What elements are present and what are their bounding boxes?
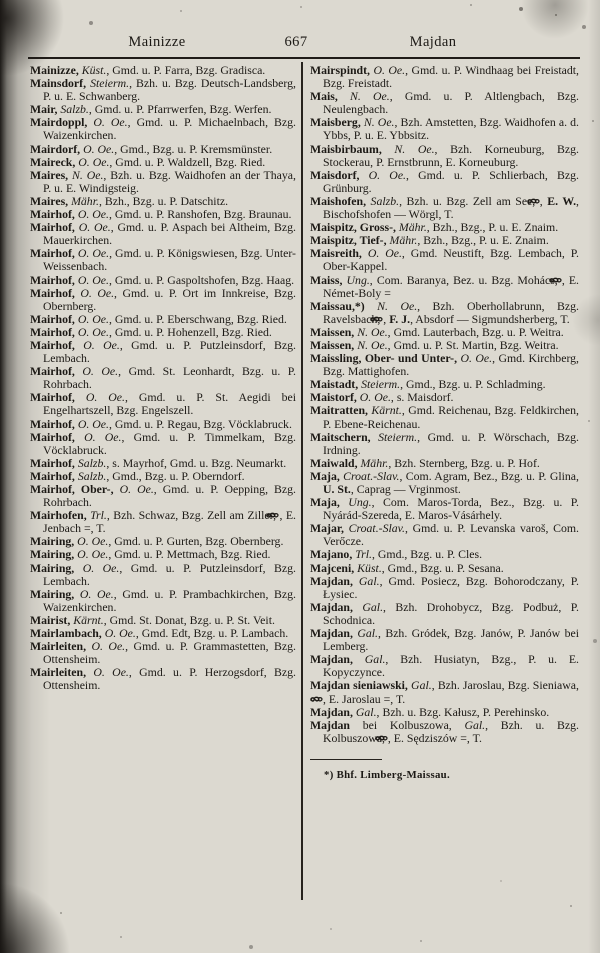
entry-text: , Gmd. u. P. Herzogsdorf, Bzg. Ottensheim. <box>43 665 296 693</box>
entry-crownland: O. Oe. <box>457 351 493 366</box>
entry-name: Majdan, <box>310 652 353 667</box>
entry-name: Maissen, <box>310 337 355 352</box>
gazetteer-entry <box>310 627 579 653</box>
entry-text: , Gmd. u. P. Ranshofen, Bzg. Braunau. <box>108 207 292 222</box>
entry-text: , s. Maisdorf. <box>390 390 454 405</box>
header-rule <box>28 57 580 59</box>
entry-text: , Bzh., Bzg. u. P. Datschitz. <box>98 193 229 208</box>
entry-crownland: Croat.-Slav. <box>343 521 405 536</box>
gazetteer-entry <box>30 169 296 195</box>
entry-text: bei Kolbuszowa, <box>349 717 452 732</box>
entry-name: Majar, <box>310 521 344 536</box>
entry-text: , Bzh., Bzg., P. u. E. Znaim. <box>417 233 549 248</box>
entry-crownland: O. Oe. <box>87 115 128 130</box>
entry-name: Maisreith, <box>310 246 362 261</box>
entry-crownland: O. Oe. <box>74 207 109 222</box>
entry-text: , Caprag — Vrginmost. <box>350 482 461 496</box>
entry-name: Mairhof, <box>30 246 75 261</box>
gazetteer-entry <box>310 575 579 601</box>
entry-text: , Gmd. u. P. Windhaag bei Freistadt, Bzg. Freistadt. <box>323 63 579 91</box>
entry-name: Maistorf, <box>310 390 357 405</box>
entry-crownland: Salzb. <box>74 455 107 470</box>
entry-text: , Bzh. Husiatyn, Bzg., P. u. E. Kopyczynce. <box>323 652 579 680</box>
entry-crownland: Gal. <box>352 704 377 719</box>
entry-text: , Gmd. u. P. Schlierbach, Bzg. Grünburg. <box>323 167 580 195</box>
entry-text: , Bzh. Sternberg, Bzg. u. P. Hof. <box>388 455 540 470</box>
entry-name: Maiss, <box>310 272 343 287</box>
entry-text: , Gmd. u. P. Putzleinsdorf, Bzg. Lembach. <box>43 337 296 366</box>
entry-text: , Com. Maros-Torda, Bez., Bzg. u. P. Nyárád-Szereda, E. Maros-Vásárhely. <box>323 495 579 523</box>
entry-name: Mairing, <box>30 560 75 575</box>
entry-name: Maistadt, <box>310 377 359 392</box>
entry-crownland: N. Oe. <box>381 141 435 156</box>
entry-text: , Com. Baranya, Bez. u. Bzg. Mohács, <box>369 272 562 287</box>
entry-crownland: O. Oe. <box>74 337 120 352</box>
entry-crownland: O. Oe. <box>359 167 407 182</box>
entry-crownland: O. Oe. <box>74 364 119 379</box>
entry-name: Mairhof, <box>30 337 75 352</box>
entry-text: , <box>383 311 390 326</box>
entry-name: Maires, <box>30 167 69 182</box>
entry-text: , Gmd. St. Leonhardt, Bzg. u. P. Rohrbach. <box>43 364 296 392</box>
entry-name: Mairhof, Ober-, <box>30 482 114 496</box>
entry-name: Mairhof, <box>30 455 75 470</box>
entry-crownland: O. Oe. <box>101 626 136 641</box>
gazetteer-entry <box>310 143 579 169</box>
gazetteer-entry <box>30 562 296 588</box>
entry-name: Majceni, <box>310 560 355 575</box>
entry-crownland: O. Oe. <box>361 246 402 261</box>
entry-name: Majdan, <box>310 704 353 719</box>
entry-text: , Gmd. u. P. St. Aegidi bei Engelhartszell, Bzg. Engelszell. <box>43 390 296 418</box>
entry-name: Maispitz, Tief-, <box>310 233 387 248</box>
gazetteer-entry <box>310 90 579 116</box>
entry-text: , Gmd. u. P. St. Martin, Bzg. Weitra. <box>387 337 559 352</box>
gazetteer-entry <box>30 287 296 313</box>
entry-name: Mairhof, <box>30 429 75 444</box>
gazetteer-entry <box>30 391 296 417</box>
entry-crownland: N. Oe. <box>364 298 418 313</box>
entry-crownland: O. Oe. <box>74 246 110 261</box>
entry-crownland: O. Oe. <box>74 311 109 326</box>
gazetteer-entry <box>30 116 296 142</box>
entry-name: Mairhof, <box>30 364 75 379</box>
entry-name: Mairspindt, <box>310 63 370 77</box>
entry-text: , Bzh. Jaroslau, Bzg. Sieniawa, <box>431 678 579 693</box>
entry-text: , Gmd. St. Donat, Bzg. u. P. St. Veit. <box>103 612 275 627</box>
gazetteer-entry <box>310 169 579 195</box>
entry-text: , Gmd. Neustift, Bzg. Lembach, P. Ober-Kappel. <box>323 246 579 274</box>
entry-text: , Absdorf — Sigmundsherberg, T. <box>410 311 570 326</box>
entry-text: , Bischofshofen — Wörgl, T. <box>323 193 579 222</box>
entry-crownland: N. Oe. <box>68 167 104 182</box>
entry-crownland: Ung. <box>339 495 372 510</box>
footnote-text: *) Bhf. Limberg-Maissau. <box>324 769 450 782</box>
gazetteer-entry <box>310 116 579 142</box>
entry-name: Mairing, <box>30 586 75 601</box>
gazetteer-entry <box>310 601 579 627</box>
gazetteer-entry <box>310 64 579 90</box>
entry-text: , Bzh. u. Bzg. Waidhofen an der Thaya, P. u. E. Windigsteig. <box>43 167 296 195</box>
entry-text: , Gmd. Reichenau, Bzg. Feldkirchen, P. Ebene-Reichenau. <box>323 403 579 431</box>
entry-text: , Gmd. u. P. Hohenzell, Bzg. Ried. <box>108 324 272 339</box>
entry-crownland: O. Oe. <box>74 390 125 405</box>
entry-name: Maireck, <box>30 154 76 169</box>
entry-text: , Gmd. u. P. Wörschach, Bzg. Irdning. <box>323 429 579 457</box>
entry-crownland: Gal. <box>352 599 384 614</box>
entry-crownland: N. Oe. <box>360 115 395 130</box>
gazetteer-entry <box>30 483 296 509</box>
entry-text: , Gmd. u. P. Michaelnbach, Bzg. Waizenkirchen. <box>43 115 296 143</box>
entry-text: , Bzh. Korneuburg, Bzg. Stockerau, P. Ernstbrunn, E. Korneuburg. <box>323 141 579 169</box>
entry-name: Maja, <box>310 468 340 483</box>
gazetteer-entry <box>310 679 579 705</box>
entry-name: Majdan sieniawski, <box>310 678 408 693</box>
entry-crownland: Gal. <box>451 717 486 732</box>
entry-crownland: Steierm. <box>358 377 401 392</box>
entry-crownland: Steierm. <box>86 76 130 91</box>
gazetteer-entry <box>30 588 296 614</box>
entry-name: Maissen, <box>310 324 355 339</box>
entry-text: , Gmd. u. P. Mettmach, Bzg. Ried. <box>108 547 271 562</box>
page-number: 667 <box>284 34 308 50</box>
entry-crownland: O. Oe. <box>74 547 109 562</box>
entry-name: Mairhof, <box>30 416 75 431</box>
entry-text: , E. Jenbach =, T. <box>43 508 296 536</box>
entry-text: , E. Német-Boly = <box>323 272 579 300</box>
entry-name: Maissau,*) <box>310 298 365 313</box>
gazetteer-entry <box>30 431 296 457</box>
entry-text: , Com. Agram, Bez., Bzg. u. P. Glina, <box>399 468 579 483</box>
entry-crownland: N. Oe. <box>337 89 390 104</box>
entry-text: , Gmd. u. P. Levanska varoš, Com. Verőcze. <box>323 521 579 549</box>
gazetteer-entry <box>310 300 579 326</box>
entry-crownland: O. Oe. <box>74 586 114 601</box>
entry-crownland: Salzb. <box>74 468 107 483</box>
entry-name: Maitratten, <box>310 403 368 418</box>
entry-text: U. St. <box>323 482 351 496</box>
entry-text: , Gmd. u. P. Prambachkirchen, Bzg. Waizenkirchen. <box>43 586 297 614</box>
entry-text: , E. Jaroslau =, T. <box>323 691 406 706</box>
entry-text: E. W. <box>547 193 577 208</box>
entry-text: , Bzh. Oberhollabrunn, Bzg. Ravelsbach, <box>323 298 579 326</box>
entry-text: , Bzh. u. Bzg. Kałusz, P. Perehinsko. <box>376 704 550 719</box>
entry-crownland: O. Oe. <box>74 429 122 444</box>
entry-crownland: O. Oe. <box>86 665 129 680</box>
entry-name: Mairhof, <box>30 324 75 339</box>
entry-name: Mairleiten, <box>30 665 87 680</box>
footnote-block <box>310 759 579 782</box>
entry-name: Majdan, <box>310 599 353 614</box>
entry-text: , Gmd. u. P. Gurten, Bzg. Obernberg. <box>108 534 284 549</box>
entry-crownland: O. Oe. <box>113 482 154 496</box>
entry-name: Mairhof, <box>30 468 75 483</box>
gazetteer-entry <box>310 274 579 300</box>
entry-name: Mair, <box>30 102 58 117</box>
entry-crownland: O. Oe. <box>74 324 109 339</box>
gazetteer-entry <box>30 365 296 391</box>
entry-text: , Gmd., Bzg. u. P. Kremsmünster. <box>114 141 273 156</box>
entry-text: , Gmd. u. P. Timmelkam, Bzg. Vöcklabruck. <box>43 429 296 457</box>
entry-crownland: Kärnt. <box>367 403 402 418</box>
entry-text: , Bzh., Bzg., P. u. E. Znaim. <box>426 220 559 235</box>
header-right-keyword: Majdan <box>409 34 457 50</box>
entry-name: Maissling, Ober- und Unter-, <box>310 351 458 366</box>
entry-text: , s. Mayrhof, Gmd. u. Bzg. Neumarkt. <box>106 455 287 470</box>
entry-name: Mairhof, <box>30 220 75 235</box>
entry-text: , Gmd. Lauterbach, Bzg. u. P. Weitra. <box>387 324 564 339</box>
entry-name: Maisberg, <box>310 115 361 130</box>
gazetteer-entry <box>30 77 296 103</box>
entry-text: , Gmd. u. P. Regau, Bzg. Vöcklabruck. <box>108 416 292 431</box>
entry-name: Maisbirbaum, <box>310 141 382 156</box>
entry-text: , Gmd., Bzg. u. P. Cles. <box>371 547 483 562</box>
entry-text: , Gmd. u. P. Grammastetten, Bzg. Ottensheim. <box>43 639 296 667</box>
page-header <box>0 34 600 52</box>
entry-name: Maja, <box>310 495 340 510</box>
entry-name: Mairhof, <box>30 272 75 287</box>
entry-text: , Gmd., Bzg. u. P. Schladming. <box>400 377 546 392</box>
entry-text: , Gmd. u. P. Altlengbach, Bzg. Neulengbach. <box>323 89 579 117</box>
entry-crownland: Mähr. <box>68 193 99 208</box>
gazetteer-entry <box>310 522 579 548</box>
entry-crownland: Mähr. <box>357 455 389 470</box>
entry-crownland: O. Oe. <box>74 272 109 287</box>
gazetteer-entry <box>310 352 579 378</box>
entry-text: , Gmd. Edt, Bzg. u. P. Lambach. <box>135 626 289 641</box>
entry-crownland: N. Oe. <box>354 324 388 339</box>
entry-text: , Bzh. Drohobycz, Bzg. Podbuż, P. Schodnica. <box>323 599 579 627</box>
entry-text: , <box>539 193 548 208</box>
entry-name: Mairing, <box>30 547 75 562</box>
entry-crownland: Trl. <box>86 508 107 523</box>
gazetteer-entry <box>30 640 296 666</box>
entry-name: Mairing, <box>30 534 75 549</box>
entry-text: , Gmd. u. P. Königswiesen, Bzg. Unter-Weissenbach. <box>43 246 296 274</box>
column-divider <box>301 62 303 900</box>
entry-text: , Gmd. u. P. Gaspoltshofen, Bzg. Haag. <box>108 272 295 287</box>
left-column <box>30 64 296 693</box>
entry-crownland: Salzb. <box>366 193 400 208</box>
entry-crownland: O. Oe. <box>369 63 406 77</box>
entry-text: , Bzh. u. Bzg. Deutsch-Landsberg, P. u. E. Schwanberg. <box>43 76 296 104</box>
entry-crownland: Mähr. <box>395 220 427 235</box>
gazetteer-entry <box>30 509 296 535</box>
entry-crownland: O. Oe. <box>86 639 126 654</box>
entry-name: Majdan, <box>310 626 353 641</box>
entry-text: , Gmd. Kirchberg, Bzg. Mattighofen. <box>323 351 580 379</box>
entry-name: Mairist, <box>30 612 71 627</box>
entry-name: Mairhof, <box>30 207 75 222</box>
entry-crownland: Gal. <box>352 573 380 588</box>
entry-crownland: O. Oe. <box>80 141 115 156</box>
entry-crownland: Mähr. <box>386 233 418 248</box>
scan-speckles <box>0 0 2 2</box>
entry-crownland: O. Oe. <box>74 534 109 549</box>
entry-crownland: Salzb. <box>57 102 89 117</box>
entry-text: , Gmd. u. P. Farra, Bzg. Gradisca. <box>106 63 266 77</box>
entry-text: , Gmd. u. P. Putzleinsdorf, Bzg. Lembach. <box>43 560 296 588</box>
gazetteer-entry <box>30 247 296 273</box>
header-left-keyword: Mainizze <box>128 34 186 50</box>
entry-name: Mairhof, <box>30 285 75 300</box>
entry-crownland: Trl. <box>352 547 372 562</box>
entry-name: Mais, <box>310 89 338 104</box>
entry-text: , Gmd. u. P. Oepping, Bzg. Rohrbach. <box>43 482 296 510</box>
gazetteer-entry <box>310 247 579 273</box>
entry-text: , Gmd. u. P. Aspach bei Altheim, Bzg. Mauerkirchen. <box>43 220 296 248</box>
gazetteer-entry <box>30 339 296 365</box>
entry-name: Mainsdorf, <box>30 76 87 91</box>
entry-text: , Gmd. u. P. Pfarrwerfen, Bzg. Werfen. <box>88 102 272 117</box>
entry-name: Maitschern, <box>310 429 371 444</box>
gazetteer-entry <box>30 221 296 247</box>
entry-text: , Gmd. u. P. Eberschwang, Bzg. Ried. <box>108 311 287 326</box>
entry-name: Mairhof, <box>30 311 75 326</box>
right-column <box>310 64 579 782</box>
entry-crownland: O. Oe. <box>74 416 109 431</box>
entry-name: Majano, <box>310 547 353 562</box>
entry-name: Mairdoppl, <box>30 115 88 130</box>
entry-name: Mairdorf, <box>30 141 81 156</box>
entry-name: Maiwald, <box>310 455 358 470</box>
entry-text: , E. Sędziszów =, T. <box>387 730 482 745</box>
entry-text: , Gmd., Bzg. u. P. Sesana. <box>381 560 504 575</box>
entry-name: Maires, <box>30 193 69 208</box>
entry-crownland: Küst. <box>354 560 382 575</box>
entry-crownland: N. Oe. <box>354 337 388 352</box>
entry-crownland: O. Oe. <box>74 560 120 575</box>
entry-name: Mairhof, <box>30 390 75 405</box>
entry-name: Mairlambach, <box>30 626 102 641</box>
entry-name: Mairhofen, <box>30 508 87 523</box>
entry-crownland: O. Oe. <box>356 390 391 405</box>
entry-text: , Bzh. u. Bzg. Kolbuszowa, <box>323 717 579 745</box>
gazetteer-entry <box>310 496 579 522</box>
entry-text: F. J. <box>389 311 411 326</box>
entry-text: , Bzh. Schwaz, Bzg. Zell am Ziller, <box>106 508 280 523</box>
entry-text: , Gmd. u. P. Ort im Innkreise, Bzg. Obernberg. <box>43 285 296 313</box>
entry-text: , Bzh. Amstetten, Bzg. Waidhofen a. d. Ybbs, P. u. E. Ybbsitz. <box>323 115 580 143</box>
gazetteer-entry <box>310 195 579 221</box>
entry-name: Mairleiten, <box>30 639 87 654</box>
entry-name: Maishofen, <box>310 193 367 208</box>
gazetteer-entry <box>30 666 296 692</box>
entry-text: , Gmd. Posiecz, Bzg. Bohorodczany, P. Łysiec. <box>323 573 579 601</box>
entry-crownland: Gal. <box>352 652 386 667</box>
entry-text: , Gmd. u. P. Waldzell, Bzg. Ried. <box>109 154 266 169</box>
gazetteer-entry <box>310 431 579 457</box>
gazetteer-entry <box>310 470 579 496</box>
entry-crownland: Croat.-Slav. <box>339 468 400 483</box>
entry-text: , Bzh. Gródek, Bzg. Janów, P. Janów bei Lemberg. <box>323 626 579 654</box>
entry-name: Maisdorf, <box>310 167 360 182</box>
entry-crownland: O. Oe. <box>75 154 110 169</box>
entry-crownland: O. Oe. <box>74 220 111 235</box>
entry-crownland: O. Oe. <box>74 285 115 300</box>
entry-name: Mainizze, <box>30 63 79 77</box>
entry-name: Maispitz, Gross-, <box>310 220 396 235</box>
entry-crownland: Kärnt. <box>70 612 104 627</box>
entry-text: , Bzh. u. Bzg. Zell am See, <box>399 193 540 208</box>
entry-name: Majdan, <box>310 573 353 588</box>
entry-crownland: Steierm. <box>370 429 418 444</box>
gazetteer-entry <box>310 719 579 745</box>
entry-crownland: Gal. <box>352 626 378 641</box>
gazetteer-entry <box>310 653 579 679</box>
entry-name: Majdan <box>310 717 350 732</box>
entry-text: , Gmd., Bzg. u. P. Oberndorf. <box>106 468 245 483</box>
gazetteer-entry <box>310 404 579 430</box>
entry-crownland: Ung. <box>342 272 370 287</box>
footnote-rule <box>310 759 382 760</box>
entry-crownland: Gal. <box>407 678 432 693</box>
entry-crownland: Küst. <box>78 63 107 77</box>
